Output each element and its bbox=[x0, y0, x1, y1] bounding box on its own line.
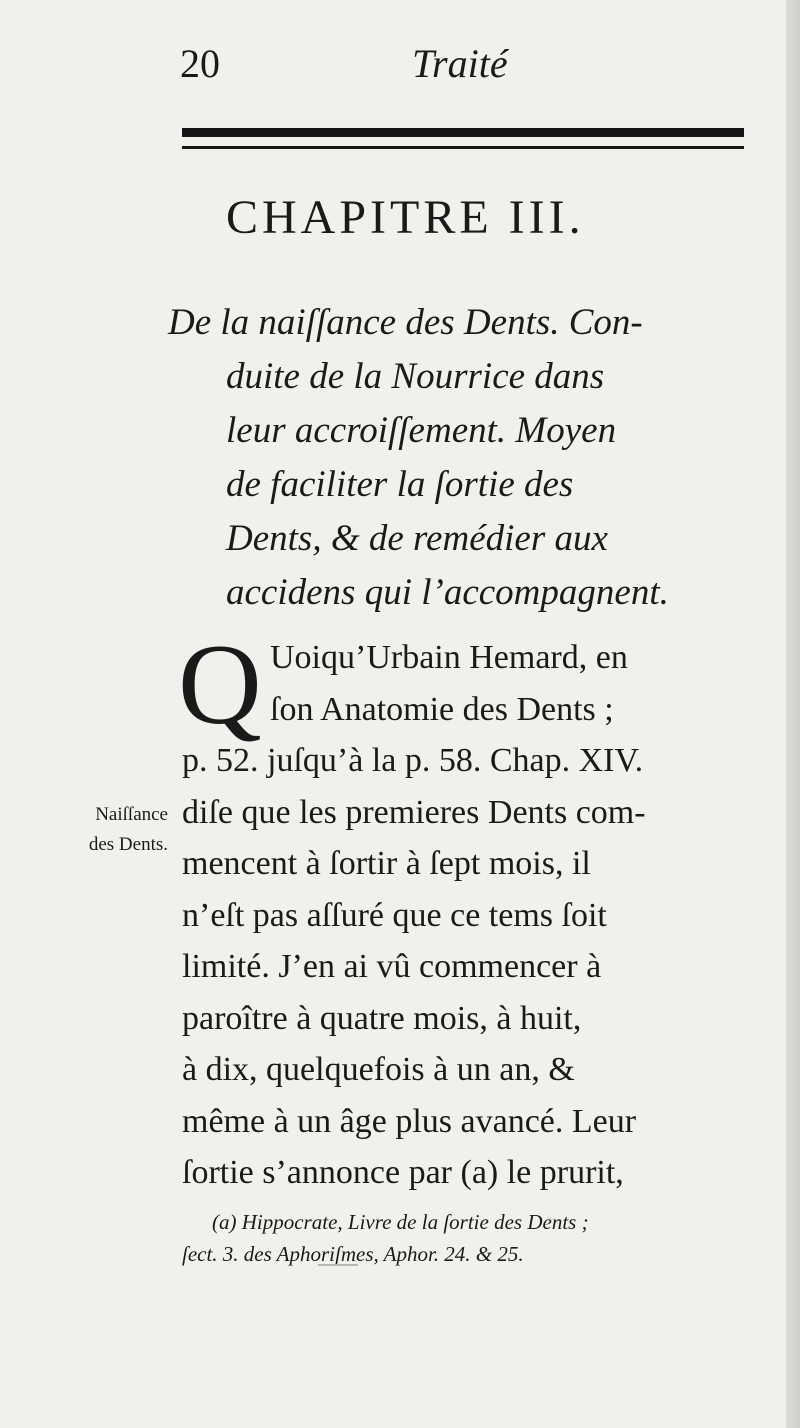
body-line: diſe que les premieres Dents com- bbox=[182, 793, 646, 831]
summary-line: de faciliter la ſortie des bbox=[226, 464, 574, 505]
summary-line: Dents, & de remédier aux bbox=[226, 518, 608, 559]
body-line: même à un âge plus avancé. Leur bbox=[182, 1102, 637, 1140]
footnote bbox=[182, 1206, 762, 1270]
summary-line: duite de la Nourrice dans bbox=[226, 356, 605, 397]
margin-note bbox=[18, 800, 168, 860]
body-line: paroître à quatre mois, à huit, bbox=[182, 999, 582, 1037]
body-line: Uoiqu’Urbain Hemard, en bbox=[270, 639, 628, 676]
drop-cap: Q bbox=[178, 621, 262, 749]
summary-line: leur accroiſſement. Moyen bbox=[226, 410, 617, 451]
running-title: Traité bbox=[412, 41, 508, 86]
summary-line: accidens qui l’accompagnent. bbox=[226, 572, 669, 613]
body-line: ſon Anatomie des Dents ; bbox=[270, 690, 614, 728]
summary-line: De la naiſſance des Dents. Con- bbox=[168, 302, 643, 343]
body-line: à dix, quelquefois à un an, & bbox=[182, 1051, 575, 1088]
header-rule-thick bbox=[182, 128, 744, 137]
body-line: limité. J’en ai vû commencer à bbox=[182, 948, 602, 985]
footnote-line: (a) Hippocrate, Livre de la ſortie des Dents ; bbox=[212, 1210, 589, 1234]
page-header bbox=[180, 40, 740, 90]
page-edge-shadow bbox=[786, 0, 800, 1428]
body-line: ſortie s’annonce par (a) le prurit, bbox=[182, 1154, 624, 1191]
header-rule-thin bbox=[182, 146, 744, 149]
body-paragraph bbox=[178, 621, 752, 1199]
margin-note-line: Naiſſance bbox=[95, 804, 168, 825]
body-line: n’eſt pas aſſuré que ce tems ſoit bbox=[182, 896, 607, 934]
body-line: mencent à ſortir à ſept mois, il bbox=[182, 845, 591, 882]
page-number: 20 bbox=[180, 41, 220, 86]
footnote-line: ſect. 3. des Aphoriſmes, Aphor. 24. & 25. bbox=[182, 1242, 524, 1266]
body-line: p. 52. juſqu’à la p. 58. Chap. XIV. bbox=[182, 742, 644, 779]
margin-note-line: des Dents. bbox=[88, 834, 168, 855]
chapter-summary bbox=[168, 296, 748, 620]
signature-mark bbox=[318, 1264, 358, 1296]
chapter-title: CHAPITRE III. bbox=[226, 191, 585, 244]
